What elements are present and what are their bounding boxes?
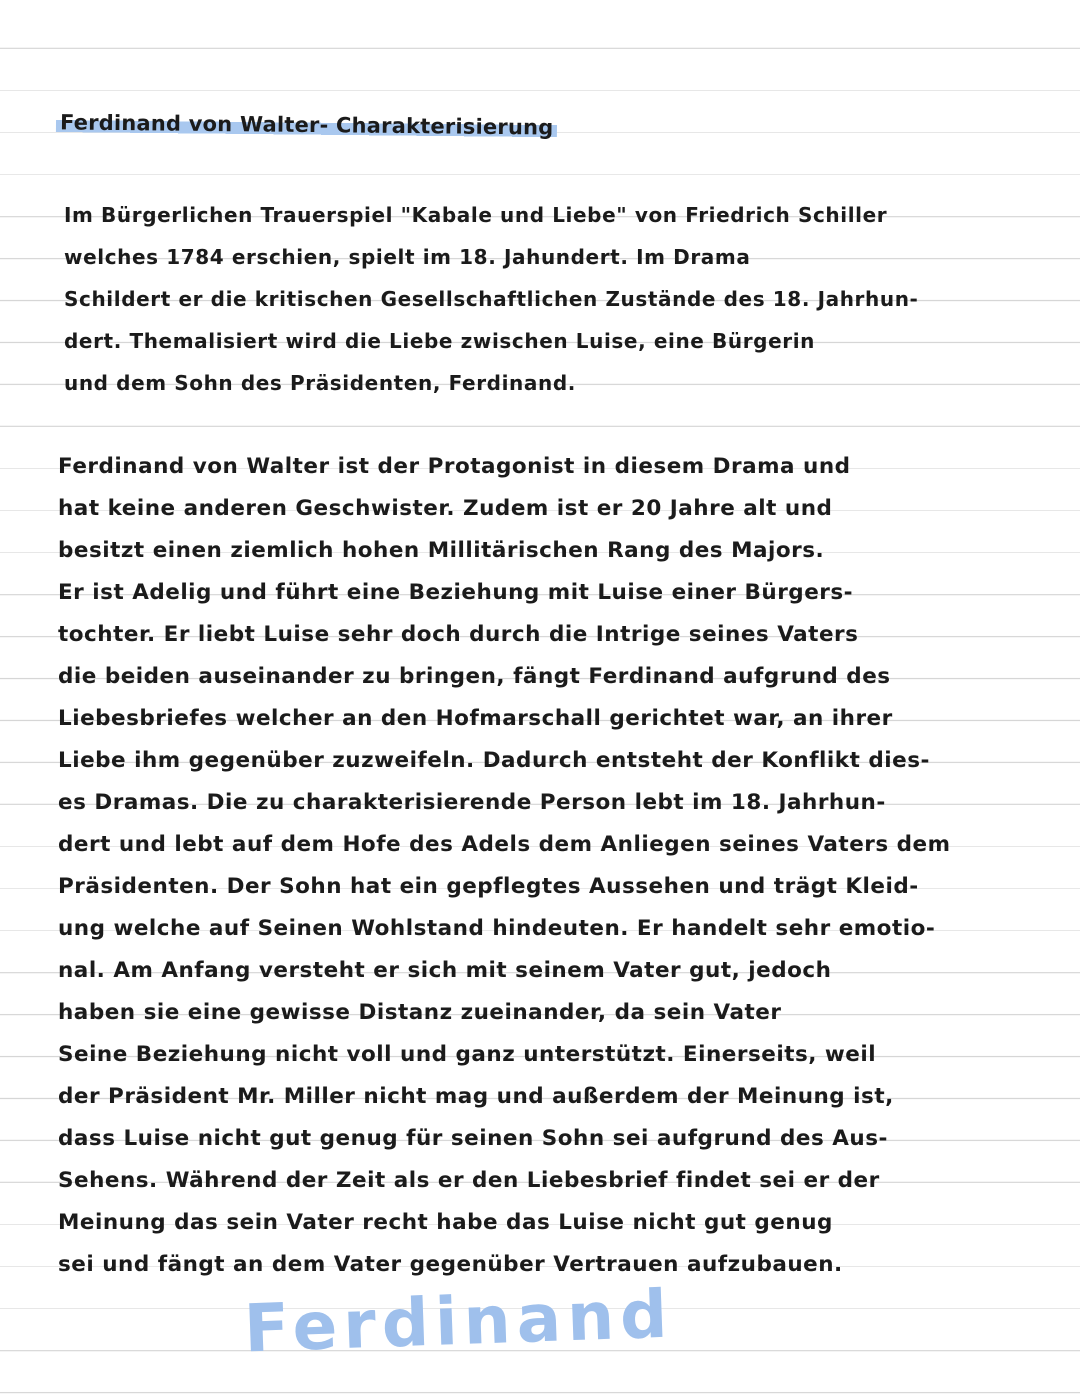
- signature-watermark: Ferdinand: [242, 1275, 675, 1368]
- body-line: Er ist Adelig und führt eine Beziehung mit Luise einer Bürgers-: [58, 580, 854, 605]
- body-line: haben sie eine gewisse Distanz zueinander, da sein Vater: [58, 1000, 782, 1025]
- characterization-paragraph: [58, 446, 951, 1286]
- body-line: Meinung das sein Vater recht habe das Luise nicht gut genug: [58, 1210, 833, 1235]
- intro-line: Schildert er die kritischen Gesellschaftlichen Zustände des 18. Jahrhun-: [64, 287, 919, 311]
- body-line: die beiden auseinander zu bringen, fängt Ferdinand aufgrund des: [58, 664, 891, 689]
- body-line: dert und lebt auf dem Hofe des Adels dem Anliegen seines Vaters dem: [58, 832, 951, 857]
- body-line: sei und fängt an dem Vater gegenüber Vertrauen aufzubauen.: [58, 1252, 843, 1277]
- intro-line: und dem Sohn des Präsidenten, Ferdinand.: [64, 371, 576, 395]
- page-title: Ferdinand von Walter- Charakterisierung: [56, 107, 558, 142]
- body-line: nal. Am Anfang versteht er sich mit seinem Vater gut, jedoch: [58, 958, 832, 983]
- body-line: Liebe ihm gegenüber zuzweifeln. Dadurch entsteht der Konflikt dies-: [58, 748, 930, 773]
- intro-paragraph: [64, 194, 944, 404]
- intro-line: Im Bürgerlichen Trauerspiel "Kabale und Liebe" von Friedrich Schiller: [64, 203, 888, 227]
- intro-line: dert. Themalisiert wird die Liebe zwischen Luise, eine Bürgerin: [64, 329, 816, 353]
- body-line: Sehens. Während der Zeit als er den Liebesbrief findet sei er der: [58, 1168, 880, 1193]
- body-line: Seine Beziehung nicht voll und ganz unterstützt. Einerseits, weil: [58, 1042, 877, 1067]
- body-line: dass Luise nicht gut genug für seinen Sohn sei aufgrund des Aus-: [58, 1126, 888, 1151]
- body-line: hat keine anderen Geschwister. Zudem ist er 20 Jahre alt und: [58, 496, 833, 521]
- body-line: Präsidenten. Der Sohn hat ein gepflegtes Aussehen und trägt Kleid-: [58, 874, 919, 899]
- body-line: Liebesbriefes welcher an den Hofmarschall gerichtet war, an ihrer: [58, 706, 893, 731]
- body-line: Ferdinand von Walter ist der Protagonist in diesem Drama und: [58, 454, 851, 479]
- body-line: tochter. Er liebt Luise sehr doch durch die Intrige seines Vaters: [58, 622, 859, 647]
- intro-line: welches 1784 erschien, spielt im 18. Jahundert. Im Drama: [64, 245, 751, 269]
- body-line: es Dramas. Die zu charakterisierende Person lebt im 18. Jahrhun-: [58, 790, 886, 815]
- body-line: der Präsident Mr. Miller nicht mag und außerdem der Meinung ist,: [58, 1084, 894, 1109]
- body-line: ung welche auf Seinen Wohlstand hindeuten. Er handelt sehr emotio-: [58, 916, 936, 941]
- body-line: besitzt einen ziemlich hohen Millitärischen Rang des Majors.: [58, 538, 825, 563]
